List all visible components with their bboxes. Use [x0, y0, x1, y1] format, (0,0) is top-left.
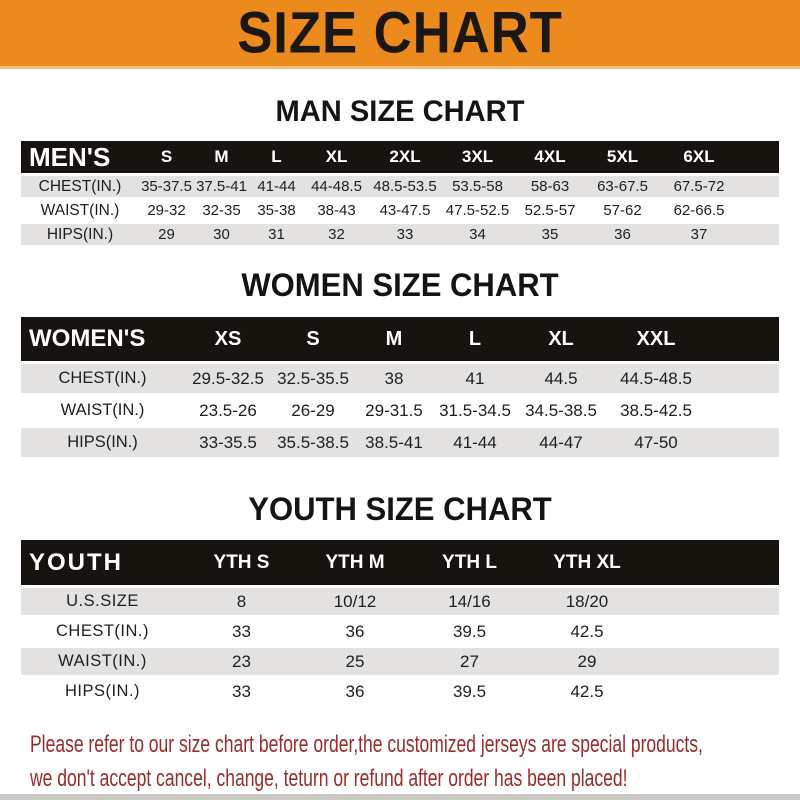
table-cell: 8	[184, 587, 299, 617]
column-header: YTH S	[184, 540, 299, 587]
column-header: 3XL	[441, 141, 514, 175]
table-cell: 39.5	[411, 677, 528, 706]
spacer-cell	[739, 223, 779, 246]
column-header: XL	[516, 317, 606, 363]
column-header: 2XL	[369, 141, 441, 175]
table-cell: 52.5-57	[514, 199, 586, 223]
table-title: MEN'S	[21, 141, 139, 175]
table-cell: 32.5-35.5	[272, 363, 354, 395]
table-cell: 32	[304, 223, 369, 246]
youth-size-table	[21, 540, 779, 705]
table-cell: 26-29	[272, 395, 354, 427]
table-cell: 42.5	[528, 677, 646, 706]
table-cell: 25	[299, 647, 411, 677]
spacer-cell	[706, 317, 779, 363]
table-cell: 44-47	[516, 427, 606, 458]
column-header: 5XL	[586, 141, 659, 175]
spacer-cell	[706, 427, 779, 458]
table-cell: 47-50	[606, 427, 706, 458]
row-label: HIPS(IN.)	[21, 677, 184, 706]
row-label: U.S.SIZE	[21, 587, 184, 617]
note-line-2: we don't accept cancel, change, teturn or refund after order has been placed!	[30, 765, 628, 792]
table-cell: 36	[299, 617, 411, 647]
table-cell: 38	[354, 363, 434, 395]
bottom-edge-strip	[0, 794, 800, 800]
spacer-cell	[739, 175, 779, 199]
table-cell: 38.5-41	[354, 427, 434, 458]
table-cell: 31.5-34.5	[434, 395, 516, 427]
banner	[0, 0, 800, 69]
row-label: HIPS(IN.)	[21, 427, 184, 458]
table-cell: 31	[249, 223, 304, 246]
table-cell: 33	[184, 617, 299, 647]
column-header: XXL	[606, 317, 706, 363]
table-cell: 30	[194, 223, 249, 246]
table-cell: 37	[659, 223, 739, 246]
row-label: HIPS(IN.)	[21, 223, 139, 246]
table-cell: 38.5-42.5	[606, 395, 706, 427]
youth-heading: YOUTH SIZE CHART	[248, 491, 552, 527]
table-cell: 10/12	[299, 587, 411, 617]
table-cell: 29	[139, 223, 194, 246]
table-cell: 62-66.5	[659, 199, 739, 223]
row-label: CHEST(IN.)	[21, 363, 184, 395]
table-cell: 14/16	[411, 587, 528, 617]
table-row	[21, 427, 779, 458]
row-label: WAIST(IN.)	[21, 647, 184, 677]
table-row	[21, 199, 779, 223]
charts-container	[0, 95, 800, 705]
table-cell: 29	[528, 647, 646, 677]
table-row	[21, 587, 779, 617]
table-row	[21, 395, 779, 427]
table-cell: 38-43	[304, 199, 369, 223]
table-cell: 42.5	[528, 617, 646, 647]
column-header: YTH XL	[528, 540, 646, 587]
women-size-table	[21, 317, 779, 457]
table-cell: 35-38	[249, 199, 304, 223]
table-cell: 32-35	[194, 199, 249, 223]
footer-note	[0, 729, 800, 794]
table-cell: 53.5-58	[441, 175, 514, 199]
table-cell: 35.5-38.5	[272, 427, 354, 458]
column-header: YTH L	[411, 540, 528, 587]
row-label: WAIST(IN.)	[21, 199, 139, 223]
table-cell: 44.5	[516, 363, 606, 395]
spacer-cell	[706, 395, 779, 427]
spacer-cell	[739, 141, 779, 175]
table-cell: 39.5	[411, 617, 528, 647]
table-cell: 29-32	[139, 199, 194, 223]
spacer-cell	[706, 363, 779, 395]
column-header: XL	[304, 141, 369, 175]
table-row	[21, 677, 779, 706]
row-label: CHEST(IN.)	[21, 617, 184, 647]
column-header: S	[139, 141, 194, 175]
column-header: L	[249, 141, 304, 175]
table-cell: 35	[514, 223, 586, 246]
table-cell: 57-62	[586, 199, 659, 223]
spacer-cell	[646, 540, 779, 587]
table-cell: 18/20	[528, 587, 646, 617]
table-cell: 35-37.5	[139, 175, 194, 199]
column-header: M	[354, 317, 434, 363]
table-cell: 58-63	[514, 175, 586, 199]
women-heading: WOMEN SIZE CHART	[241, 267, 559, 303]
men-heading: MAN SIZE CHART	[275, 95, 525, 128]
column-header: XS	[184, 317, 272, 363]
table-cell: 41-44	[434, 427, 516, 458]
row-label: CHEST(IN.)	[21, 175, 139, 199]
table-cell: 63-67.5	[586, 175, 659, 199]
table-row	[21, 617, 779, 647]
column-header: M	[194, 141, 249, 175]
table-cell: 34.5-38.5	[516, 395, 606, 427]
column-header: 6XL	[659, 141, 739, 175]
table-cell: 23	[184, 647, 299, 677]
table-cell: 34	[441, 223, 514, 246]
table-cell: 44.5-48.5	[606, 363, 706, 395]
table-cell: 33-35.5	[184, 427, 272, 458]
table-cell: 48.5-53.5	[369, 175, 441, 199]
table-title: WOMEN'S	[21, 317, 184, 363]
table-row	[21, 363, 779, 395]
section-men	[0, 95, 800, 245]
table-cell: 33	[184, 677, 299, 706]
table-cell: 33	[369, 223, 441, 246]
spacer-cell	[739, 199, 779, 223]
table-cell: 44-48.5	[304, 175, 369, 199]
table-header-row	[21, 141, 779, 175]
spacer-cell	[646, 647, 779, 677]
table-cell: 29.5-32.5	[184, 363, 272, 395]
table-row	[21, 647, 779, 677]
table-header-row	[21, 317, 779, 363]
table-header-row	[21, 540, 779, 587]
table-cell: 23.5-26	[184, 395, 272, 427]
spacer-cell	[646, 587, 779, 617]
table-cell: 37.5-41	[194, 175, 249, 199]
table-cell: 67.5-72	[659, 175, 739, 199]
spacer-cell	[646, 617, 779, 647]
table-cell: 41-44	[249, 175, 304, 199]
men-size-table	[21, 141, 779, 245]
note-line-1: Please refer to our size chart before order,the customized jerseys are special products,	[30, 731, 703, 758]
table-cell: 47.5-52.5	[441, 199, 514, 223]
column-header: YTH M	[299, 540, 411, 587]
section-youth	[0, 491, 800, 705]
column-header: 4XL	[514, 141, 586, 175]
table-row	[21, 223, 779, 246]
table-row	[21, 175, 779, 199]
column-header: L	[434, 317, 516, 363]
spacer-cell	[646, 677, 779, 706]
row-label: WAIST(IN.)	[21, 395, 184, 427]
table-cell: 29-31.5	[354, 395, 434, 427]
table-cell: 43-47.5	[369, 199, 441, 223]
table-cell: 36	[586, 223, 659, 246]
table-title: YOUTH	[21, 540, 184, 587]
page-title: SIZE CHART	[237, 0, 563, 66]
table-cell: 41	[434, 363, 516, 395]
table-cell: 27	[411, 647, 528, 677]
section-women	[0, 267, 800, 457]
column-header: S	[272, 317, 354, 363]
table-cell: 36	[299, 677, 411, 706]
